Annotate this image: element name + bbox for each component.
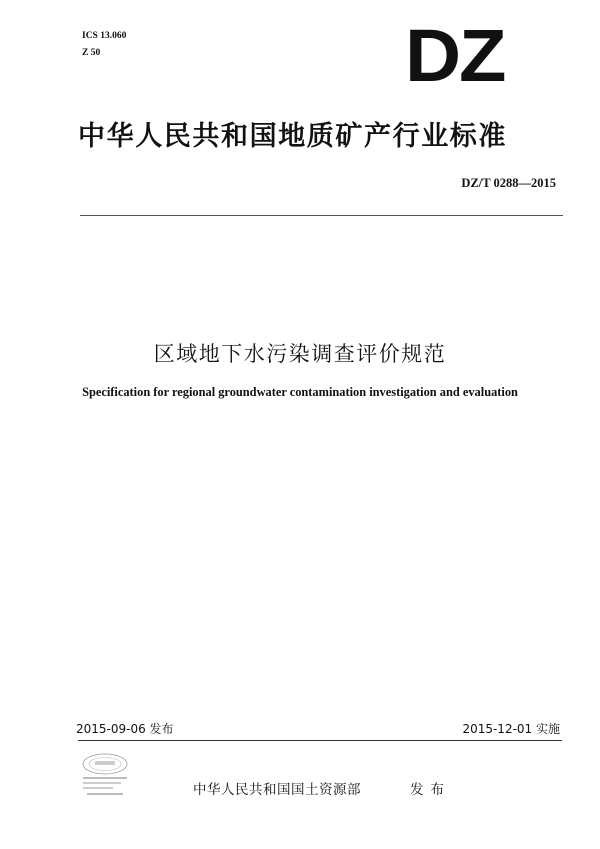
ics-code: ICS 13.060	[82, 31, 127, 41]
top-divider	[80, 215, 563, 216]
publisher-name: 中华人民共和国国土资源部	[193, 782, 361, 798]
publish-label: 发布	[410, 782, 451, 798]
document-title-english: Specification for regional groundwater contamination investigation and evaluation	[82, 385, 518, 399]
implementation-date: 2015-12-01 实施	[462, 722, 560, 736]
standard-number: DZ/T 0288—2015	[461, 176, 556, 190]
document-title-chinese: 区域地下水污染调查评价规范	[153, 342, 447, 366]
industry-standard-title: 中华人民共和国地质矿产行业标准	[78, 121, 507, 152]
seal-stamp-icon	[75, 750, 135, 800]
z-classification: Z 50	[82, 48, 101, 58]
dz-logo: DZ	[405, 14, 505, 97]
issue-date: 2015-09-06 发布	[76, 722, 174, 736]
bottom-divider	[78, 740, 562, 741]
